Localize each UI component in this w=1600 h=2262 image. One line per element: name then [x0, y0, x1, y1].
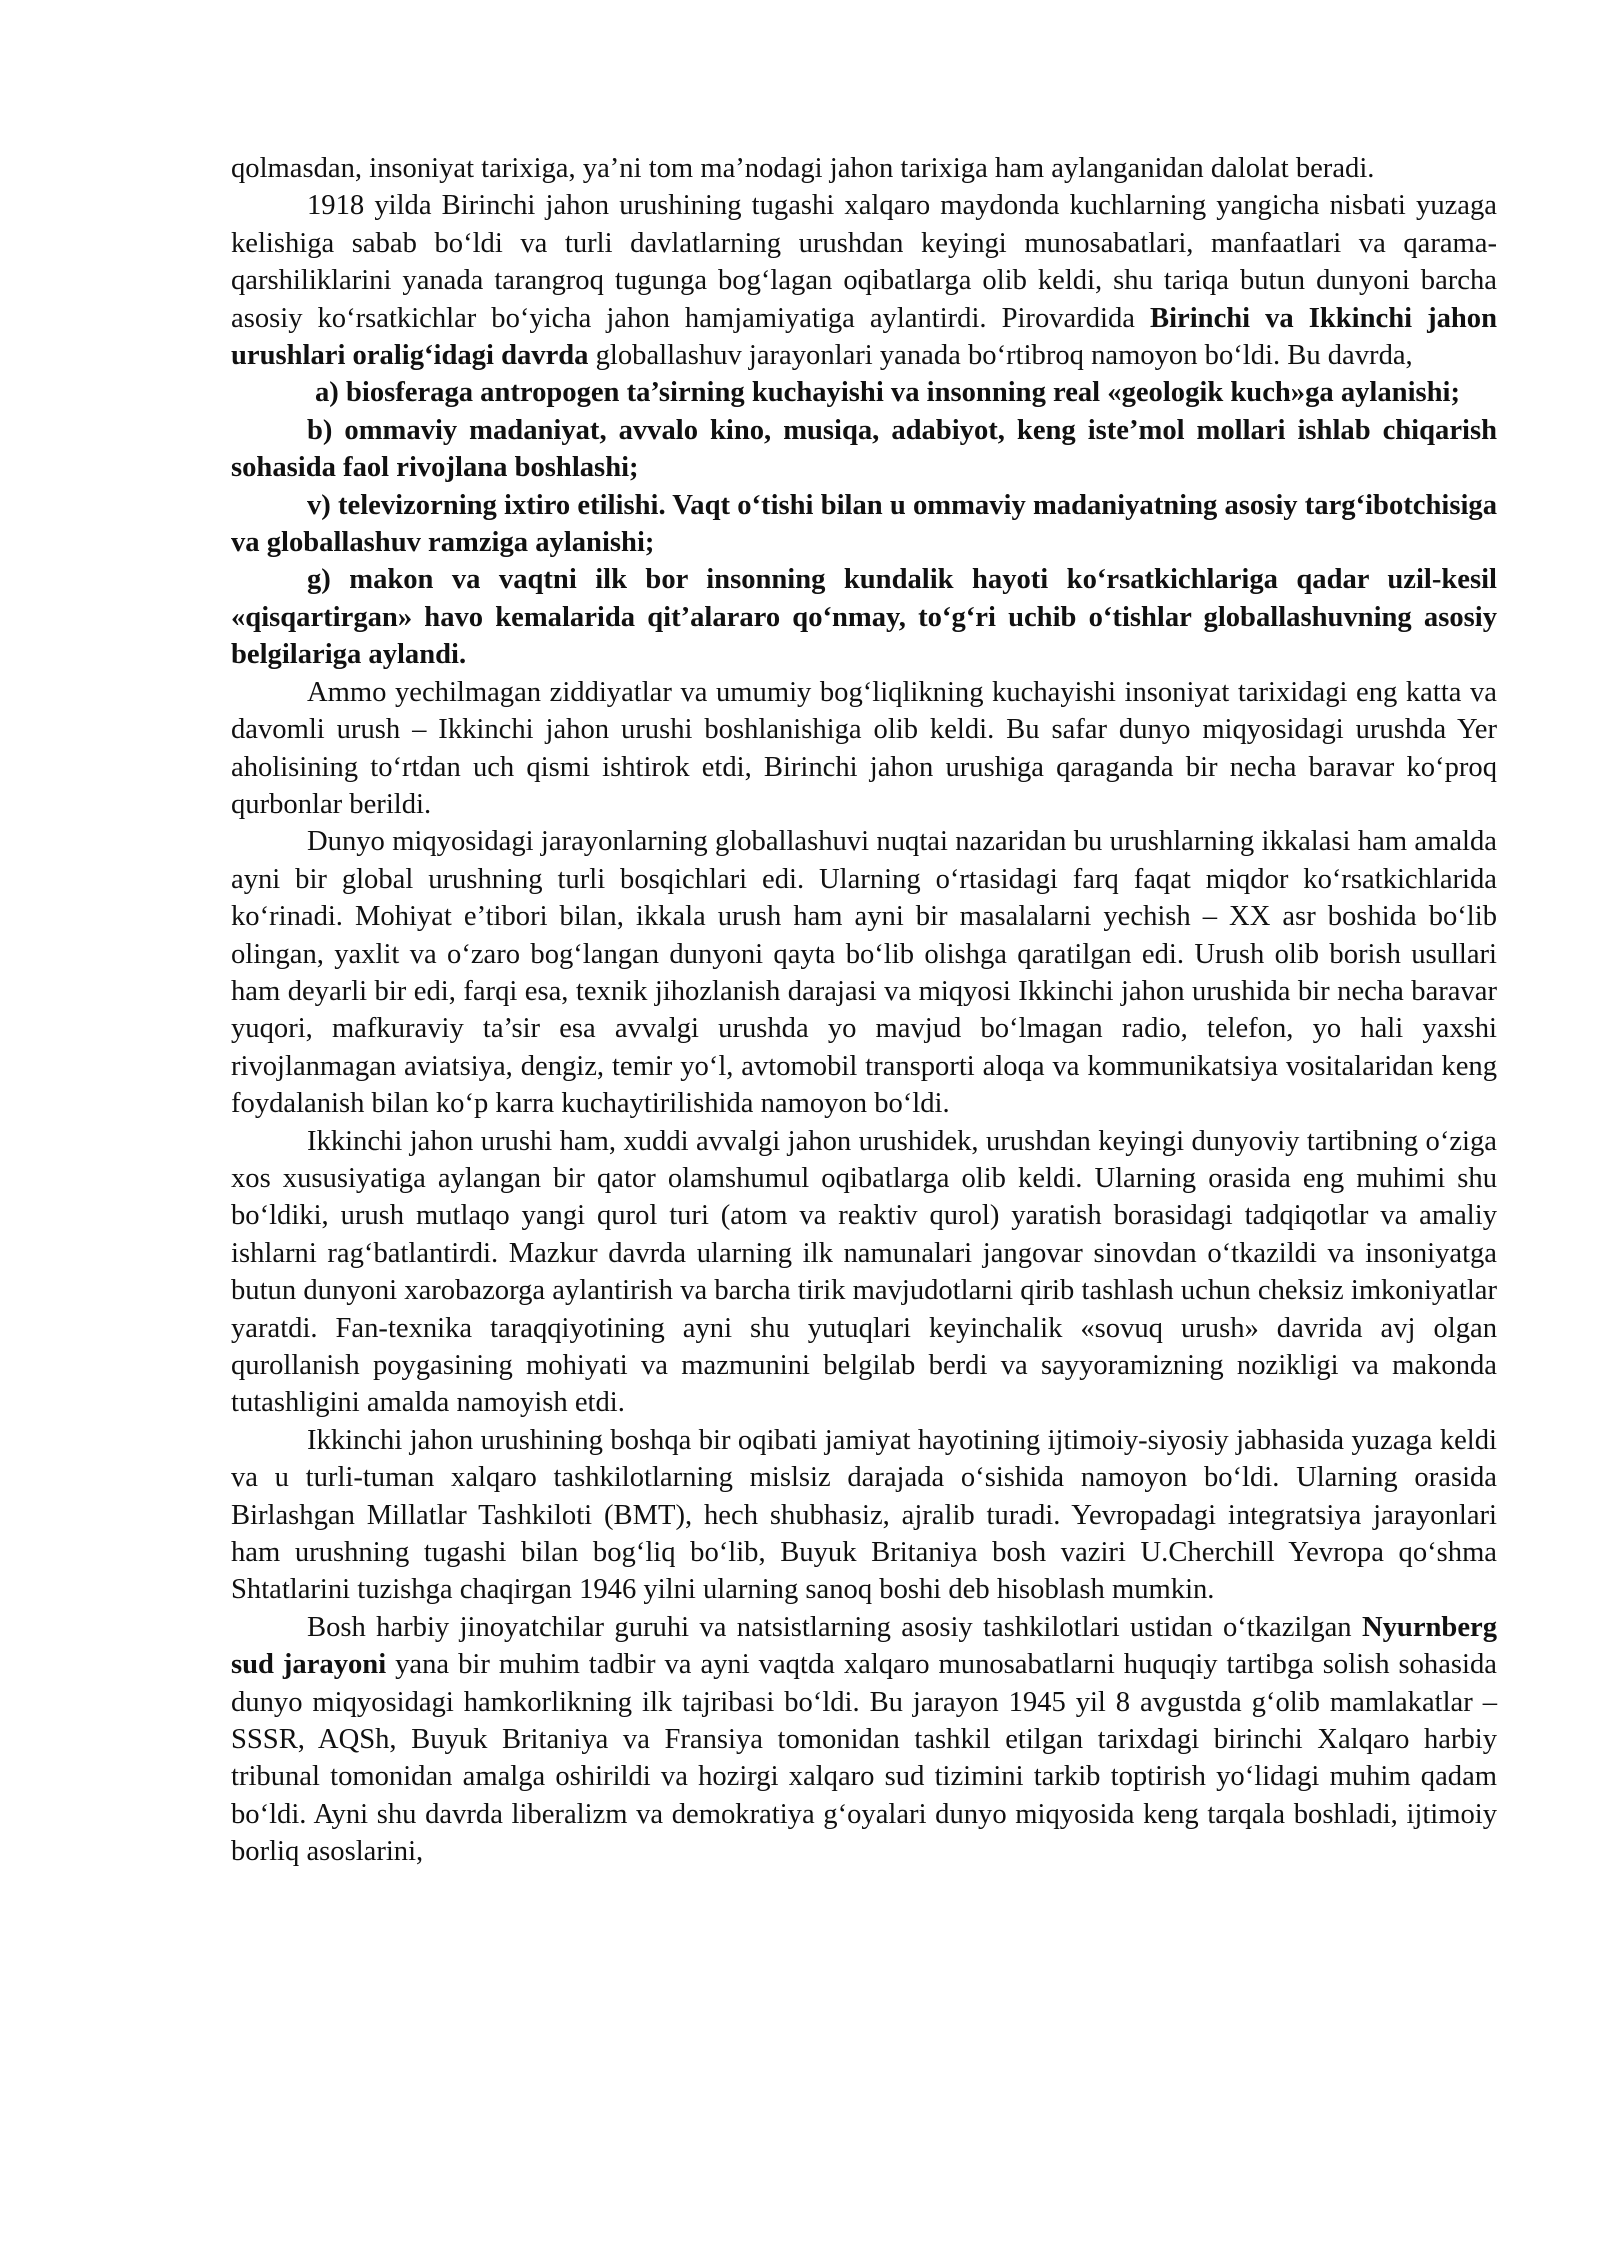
- paragraph-text: qolmasdan, insoniyat tarixiga, ya’ni tom ma’nodagi jahon tarixiga ham aylanganidan dalolat beradi.: [231, 153, 1375, 184]
- bold-term: Birinchi va Ikkinchi jahon urushlari oralig‘idagi davrda: [231, 302, 1497, 372]
- paragraph-text: globallashuv jarayonlari yanada bo‘rtibroq namoyon bo‘ldi. Bu davrda,: [588, 340, 1413, 372]
- paragraph-text: yana bir muhim tadbir va ayni vaqtda xalqaro munosabatlarni huquqiy tartibga solish sohasida dunyo miqyosidagi hamkorlikning ilk tajribasi bo‘ldi. Bu jarayon 1945 yil 8 avgustda g‘olib mamlakatlar – SSSR, AQSh, Buyuk Britaniya va Fransiya tomonidan tashkil etilgan tarixdagi birinchi Xalqaro harbiy tribunal tomonidan amalga oshirildi va hozirgi xalqaro sud tizimini tarkib toptirish yo‘lidagi muhim qadam bo‘ldi. Ayni shu davrda liberalizm va demokratiya g‘oyalari dunyo miqyosida keng tarqala boshladi, ijtimoiy borliq asoslarini,: [231, 1649, 1497, 1868]
- list-item-text: g) makon va vaqtni ilk bor insonning kundalik hayoti ko‘rsatkichlariga qadar uzil-kesil «qisqartirgan» havo kemalarida qit’alararo qo‘nmay, to‘g‘ri uchib o‘tishlar globallashuvning asosiy belgilariga aylandi.: [231, 564, 1497, 671]
- list-item-text: v) televizorning ixtiro etilishi. Vaqt o‘tishi bilan u ommaviy madaniyatning asosiy targ‘ibotchisiga va globallashuv ramziga aylanishi;: [231, 489, 1497, 559]
- list-item-v: [231, 487, 1497, 562]
- paragraph-text: Ikkinchi jahon urushining boshqa bir oqibati jamiyat hayotining ijtimoiy-siyosiy jabhasida yuzaga keldi va u turli-tuman xalqaro tashkilotlarning mislsiz darajada o‘sishida namoyon bo‘ldi. Ularning orasida Birlashgan Millatlar Tashkiloti (BMT), hech shubhasiz, ajralib turadi. Yevropadagi integratsiya jarayonlari ham urushning tugashi bilan bog‘liq bo‘lib, Buyuk Britaniya bosh vaziri U.Cherchill Yevropa qo‘shma Shtatlarini tuzishga chaqirgan 1946 yilni ularning sanoq boshi deb hisoblash mumkin.: [231, 1424, 1497, 1606]
- paragraph-international-organizations: [231, 1422, 1497, 1609]
- paragraph-text: Ikkinchi jahon urushi ham, xuddi avvalgi jahon urushidek, urushdan keyingi dunyoviy tartibning o‘ziga xos xususiyatiga aylangan bir qator olamshumul oqibatlarga olib keldi. Ularning orasida eng muhimi shu bo‘ldiki, urush mutlaqo yangi qurol turi (atom va reaktiv qurol) yaratish borasidagi tadqiqotlar va amaliy ishlarni rag‘batlantirdi. Mazkur davrda ularning ilk namunalari jangovar sinovdan o‘tkazildi va insoniyatga butun dunyoni xarobazorga aylantirish va barcha tirik mavjudotlarni qirib tashlash uchun cheksiz imkoniyatlar yaratdi. Fan-texnika taraqqiyotining ayni shu yutuqlari keyinchalik «sovuq urush» davrida avj olgan qurollanish poygasining mohiyati va mazmunini belgilab berdi va sayyoramizning nozikligi va makonda tutashligini amalda namoyish etdi.: [231, 1125, 1497, 1419]
- list-item-a: [231, 374, 1497, 411]
- paragraph-interwar: [231, 187, 1497, 374]
- paragraph-ww2-start: [231, 674, 1497, 824]
- paragraph-global-war: [231, 823, 1497, 1122]
- document-page: [231, 150, 1497, 1871]
- list-item-b: [231, 412, 1497, 487]
- paragraph-text: 1918 yilda Birinchi jahon urushining tugashi xalqaro maydonda kuchlarning yangicha nisbati yuzaga kelishiga sabab bo‘ldi va turli davlatlarning urushdan keyingi munosabatlari, manfaatlari va qarama-qarshiliklarini yanada tarangroq tugunga bog‘lagan oqibatlarga olib keldi, shu tariqa butun dunyoni barcha asosiy ko‘rsatkichlar bo‘yicha jahon hamjamiyatiga aylantirdi. Pirovardida: [231, 190, 1497, 334]
- paragraph-text: Dunyo miqyosidagi jarayonlarning globallashuvi nuqtai nazaridan bu urushlarning ikkalasi ham amalda ayni bir global urushning turli bosqichlari edi. Ularning o‘rtasidagi farq faqat miqdor ko‘rsatkichlarida ko‘rinadi. Mohiyat e’tibori bilan, ikkala urush ham ayni bir masalalarni yechish – XX asr boshida bo‘lib olingan, yaxlit va o‘zaro bog‘langan dunyoni qayta bo‘lib olishga qaratilgan edi. Urush olib borish usullari ham deyarli bir edi, farqi esa, texnik jihozlanish darajasi va miqyosi Ikkinchi jahon urushida bir necha baravar yuqori, mafkuraviy ta’sir esa avvalgi urushda yo mavjud bo‘lmagan radio, telefon, yo hali yaxshi rivojlanmagan aviatsiya, dengiz, temir yo‘l, avtomobil transporti aloqa va kommunikatsiya vositalaridan keng foydalanish bilan ko‘p karra kuchaytirilishida namoyon bo‘ldi.: [231, 826, 1497, 1120]
- paragraph-continuation: [231, 150, 1497, 187]
- paragraph-text: Bosh harbiy jinoyatchilar guruhi va natsistlarning asosiy tashkilotlari ustidan o‘tkazilgan: [307, 1611, 1362, 1643]
- paragraph-text: Ammo yechilmagan ziddiyatlar va umumiy bog‘liqlikning kuchayishi insoniyat tarixidagi eng katta va davomli urush – Ikkinchi jahon urushi boshlanishiga olib keldi. Bu safar dunyo miqyosidagi urushda Yer aholisining to‘rtdan uch qismi ishtirok etdi, Birinchi jahon urushiga qaraganda bir necha baravar ko‘proq qurbonlar berildi.: [231, 676, 1497, 820]
- list-item-text: a) biosferaga antropogen ta’sirning kuchayishi va insonning real «geologik kuch»ga aylanishi;: [315, 377, 1461, 409]
- paragraph-ww2-consequences: [231, 1123, 1497, 1422]
- list-item-g: [231, 561, 1497, 673]
- paragraph-nuremberg: [231, 1609, 1497, 1871]
- list-item-text: b) ommaviy madaniyat, avvalo kino, musiqa, adabiyot, keng iste’mol mollari ishlab chiqarish sohasida faol rivojlana boshlashi;: [231, 414, 1497, 484]
- bold-term: Nyurnberg sud jarayoni: [231, 1611, 1497, 1681]
